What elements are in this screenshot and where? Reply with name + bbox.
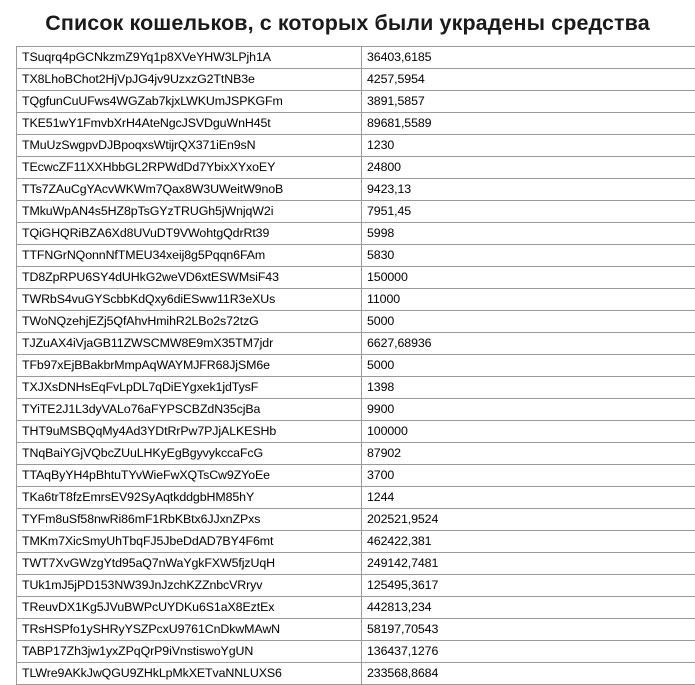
wallet-amount-cell: 136437,1276 (362, 640, 695, 662)
wallet-address-cell: TKa6trT8fzEmrsEV92SyAqtkddgbHM85hY (17, 486, 362, 508)
table-row (17, 46, 695, 68)
table-row (17, 486, 695, 508)
wallet-address-cell: TTs7ZAuCgYAcvWKWm7Qax8W3UWeitW9noB (17, 178, 362, 200)
table-row (17, 112, 695, 134)
wallet-amount-cell: 150000 (362, 266, 695, 288)
wallet-address-cell: TWRbS4vuGYScbbKdQxy6diESww11R3eXUs (17, 288, 362, 310)
wallet-amount-cell: 3700 (362, 464, 695, 486)
table-row (17, 552, 695, 574)
wallet-amount-cell: 9900 (362, 398, 695, 420)
wallet-amount-cell: 9423,13 (362, 178, 695, 200)
wallet-amount-cell: 7951,45 (362, 200, 695, 222)
wallet-address-cell: TMuUzSwgpvDJBpoqxsWtijrQX371iEn9sN (17, 134, 362, 156)
wallet-amount-cell: 89681,5589 (362, 112, 695, 134)
table-row (17, 376, 695, 398)
wallet-address-cell: TX8LhoBChot2HjVpJG4jv9UzxzG2TtNB3e (17, 68, 362, 90)
wallet-amount-cell: 4257,5954 (362, 68, 695, 90)
wallet-address-cell: TSuqrq4pGCNkzmZ9Yq1p8XVeYHW3LPjh1A (17, 46, 362, 68)
table-row (17, 398, 695, 420)
table-row (17, 574, 695, 596)
wallet-amount-cell: 1230 (362, 134, 695, 156)
table-row (17, 178, 695, 200)
table-row (17, 310, 695, 332)
table-row (17, 442, 695, 464)
wallet-amount-cell: 3891,5857 (362, 90, 695, 112)
wallet-address-cell: TUk1mJ5jPD153NW39JnJzchKZZnbcVRryv (17, 574, 362, 596)
table-row (17, 332, 695, 354)
wallet-address-cell: TLWre9AKkJwQGU9ZHkLpMkXETvaNNLUXS6 (17, 662, 362, 684)
table-row (17, 68, 695, 90)
page-title: Список кошельков, с которых были украдены средства (0, 0, 695, 46)
wallet-amount-cell: 58197,70543 (362, 618, 695, 640)
wallet-address-cell: TABP17Zh3jw1yxZPqQrP9iVnstiswoYgUN (17, 640, 362, 662)
table-body (17, 46, 695, 684)
wallet-address-cell: TMKm7XicSmyUhTbqFJ5JbeDdAD7BY4F6mt (17, 530, 362, 552)
wallet-amount-cell: 24800 (362, 156, 695, 178)
wallet-address-cell: TFb97xEjBBakbrMmpAqWAYMJFR68JjSM6e (17, 354, 362, 376)
wallets-table-container (0, 46, 695, 685)
wallet-amount-cell: 125495,3617 (362, 574, 695, 596)
wallet-amount-cell: 442813,234 (362, 596, 695, 618)
table-row (17, 354, 695, 376)
wallet-amount-cell: 1398 (362, 376, 695, 398)
table-row (17, 222, 695, 244)
wallet-amount-cell: 5830 (362, 244, 695, 266)
wallet-address-cell: TEcwcZF11XXHbbGL2RPWdDd7YbixXYxoEY (17, 156, 362, 178)
table-row (17, 244, 695, 266)
wallet-amount-cell: 6627,68936 (362, 332, 695, 354)
table-row (17, 156, 695, 178)
wallet-amount-cell: 462422,381 (362, 530, 695, 552)
table-row (17, 200, 695, 222)
wallet-address-cell: TTFNGrNQonnNfTMEU34xeij8g5Pqqn6FAm (17, 244, 362, 266)
wallet-address-cell: TTAqByYH4pBhtuTYvWieFwXQTsCw9ZYoEe (17, 464, 362, 486)
wallet-address-cell: TReuvDX1Kg5JVuBWPcUYDKu6S1aX8EztEx (17, 596, 362, 618)
wallet-amount-cell: 100000 (362, 420, 695, 442)
table-row (17, 266, 695, 288)
table-row (17, 640, 695, 662)
table-row (17, 420, 695, 442)
wallet-amount-cell: 5998 (362, 222, 695, 244)
wallet-address-cell: THT9uMSBQqMy4Ad3YDtRrPw7PJjALKESHb (17, 420, 362, 442)
wallet-amount-cell: 202521,9524 (362, 508, 695, 530)
table-row (17, 90, 695, 112)
table-row (17, 662, 695, 684)
table-row (17, 618, 695, 640)
wallet-amount-cell: 36403,6185 (362, 46, 695, 68)
wallet-address-cell: TD8ZpRPU6SY4dUHkG2weVD6xtESWMsiF43 (17, 266, 362, 288)
table-row (17, 134, 695, 156)
wallet-address-cell: TWT7XvGWzgYtd95aQ7nWaYgkFXW5fjzUqH (17, 552, 362, 574)
wallet-amount-cell: 5000 (362, 354, 695, 376)
table-row (17, 288, 695, 310)
table-row (17, 596, 695, 618)
table-row (17, 508, 695, 530)
wallet-amount-cell: 87902 (362, 442, 695, 464)
wallet-amount-cell: 249142,7481 (362, 552, 695, 574)
wallet-address-cell: TYiTE2J1L3dyVALo76aFYPSCBZdN35cjBa (17, 398, 362, 420)
wallet-address-cell: TJZuAX4iVjaGB11ZWSCMW8E9mX35TM7jdr (17, 332, 362, 354)
wallet-address-cell: TNqBaiYGjVQbcZUuLHKyEgBgyvykccaFcG (17, 442, 362, 464)
wallet-address-cell: TMkuWpAN4s5HZ8pTsGYzTRUGh5jWnjqW2i (17, 200, 362, 222)
stolen-funds-wallets-table (16, 46, 695, 685)
wallet-address-cell: TKE51wY1FmvbXrH4AteNgcJSVDguWnH45t (17, 112, 362, 134)
wallet-address-cell: TXJXsDNHsEqFvLpDL7qDiEYgxek1jdTysF (17, 376, 362, 398)
wallet-address-cell: TQiGHQRiBZA6Xd8UVuDT9VWohtgQdrRt39 (17, 222, 362, 244)
wallet-address-cell: TQgfunCuUFws4WGZab7kjxLWKUmJSPKGFm (17, 90, 362, 112)
wallet-amount-cell: 1244 (362, 486, 695, 508)
wallet-amount-cell: 11000 (362, 288, 695, 310)
wallet-address-cell: TRsHSPfo1ySHRyYSZPcxU9761CnDkwMAwN (17, 618, 362, 640)
wallet-amount-cell: 233568,8684 (362, 662, 695, 684)
table-row (17, 464, 695, 486)
wallet-amount-cell: 5000 (362, 310, 695, 332)
wallet-address-cell: TYFm8uSf58nwRi86mF1RbKBtx6JJxnZPxs (17, 508, 362, 530)
table-row (17, 530, 695, 552)
wallet-address-cell: TWoNQzehjEZj5QfAhvHmihR2LBo2s72tzG (17, 310, 362, 332)
